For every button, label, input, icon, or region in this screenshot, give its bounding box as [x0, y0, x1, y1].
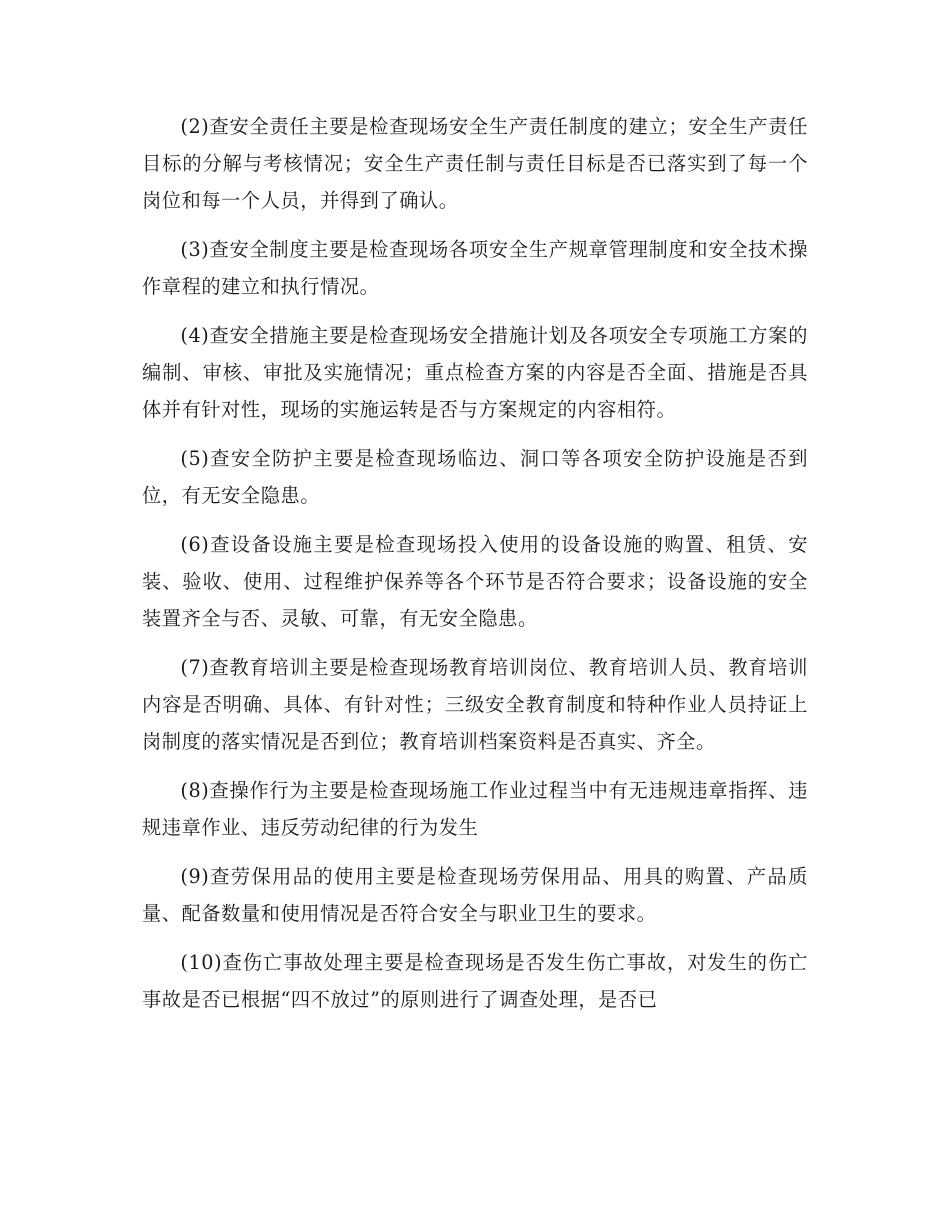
paragraph-5: (5)查安全防护主要是检查现场临边、洞口等各项安全防护设施是否到位，有无安全隐患。 — [142, 447, 808, 507]
paragraph-10: (10)查伤亡事故处理主要是检查现场是否发生伤亡事故，对发生的伤亡事故是否已根据“四不放过”的原则进行了调查处理，是否已 — [142, 951, 808, 1011]
paragraph-3: (3)查安全制度主要是检查现场各项安全生产规章管理制度和安全技术操作章程的建立和执行情况。 — [142, 238, 808, 298]
document-body — [142, 108, 808, 1030]
paragraph-4: (4)查安全措施主要是检查现场安全措施计划及各项安全专项施工方案的编制、审核、审批及实施情况；重点检查方案的内容是否全面、措施是否具体并有针对性，现场的实施运转是否与方案规定的内容相符。 — [142, 324, 808, 421]
paragraph-7: (7)查教育培训主要是检查现场教育培训岗位、教育培训人员、教育培训内容是否明确、具体、有针对性；三级安全教育制度和特种作业人员持证上岗制度的落实情况是否到位；教育培训档案资料是否真实、齐全。 — [142, 656, 808, 753]
paragraph-2: (2)查安全责任主要是检查现场安全生产责任制度的建立；安全生产责任目标的分解与考核情况；安全生产责任制与责任目标是否已落实到了每一个岗位和每一个人员，并得到了确认。 — [142, 115, 808, 212]
paragraph-9: (9)查劳保用品的使用主要是检查现场劳保用品、用具的购置、产品质量、配备数量和使用情况是否符合安全与职业卫生的要求。 — [142, 865, 808, 925]
paragraph-6: (6)查设备设施主要是检查现场投入使用的设备设施的购置、租赁、安装、验收、使用、过程维护保养等各个环节是否符合要求；设备设施的安全装置齐全与否、灵敏、可靠，有无安全隐患。 — [142, 533, 808, 630]
paragraph-8: (8)查操作行为主要是检查现场施工作业过程当中有无违规违章指挥、违规违章作业、违反劳动纪律的行为发生 — [142, 779, 808, 839]
